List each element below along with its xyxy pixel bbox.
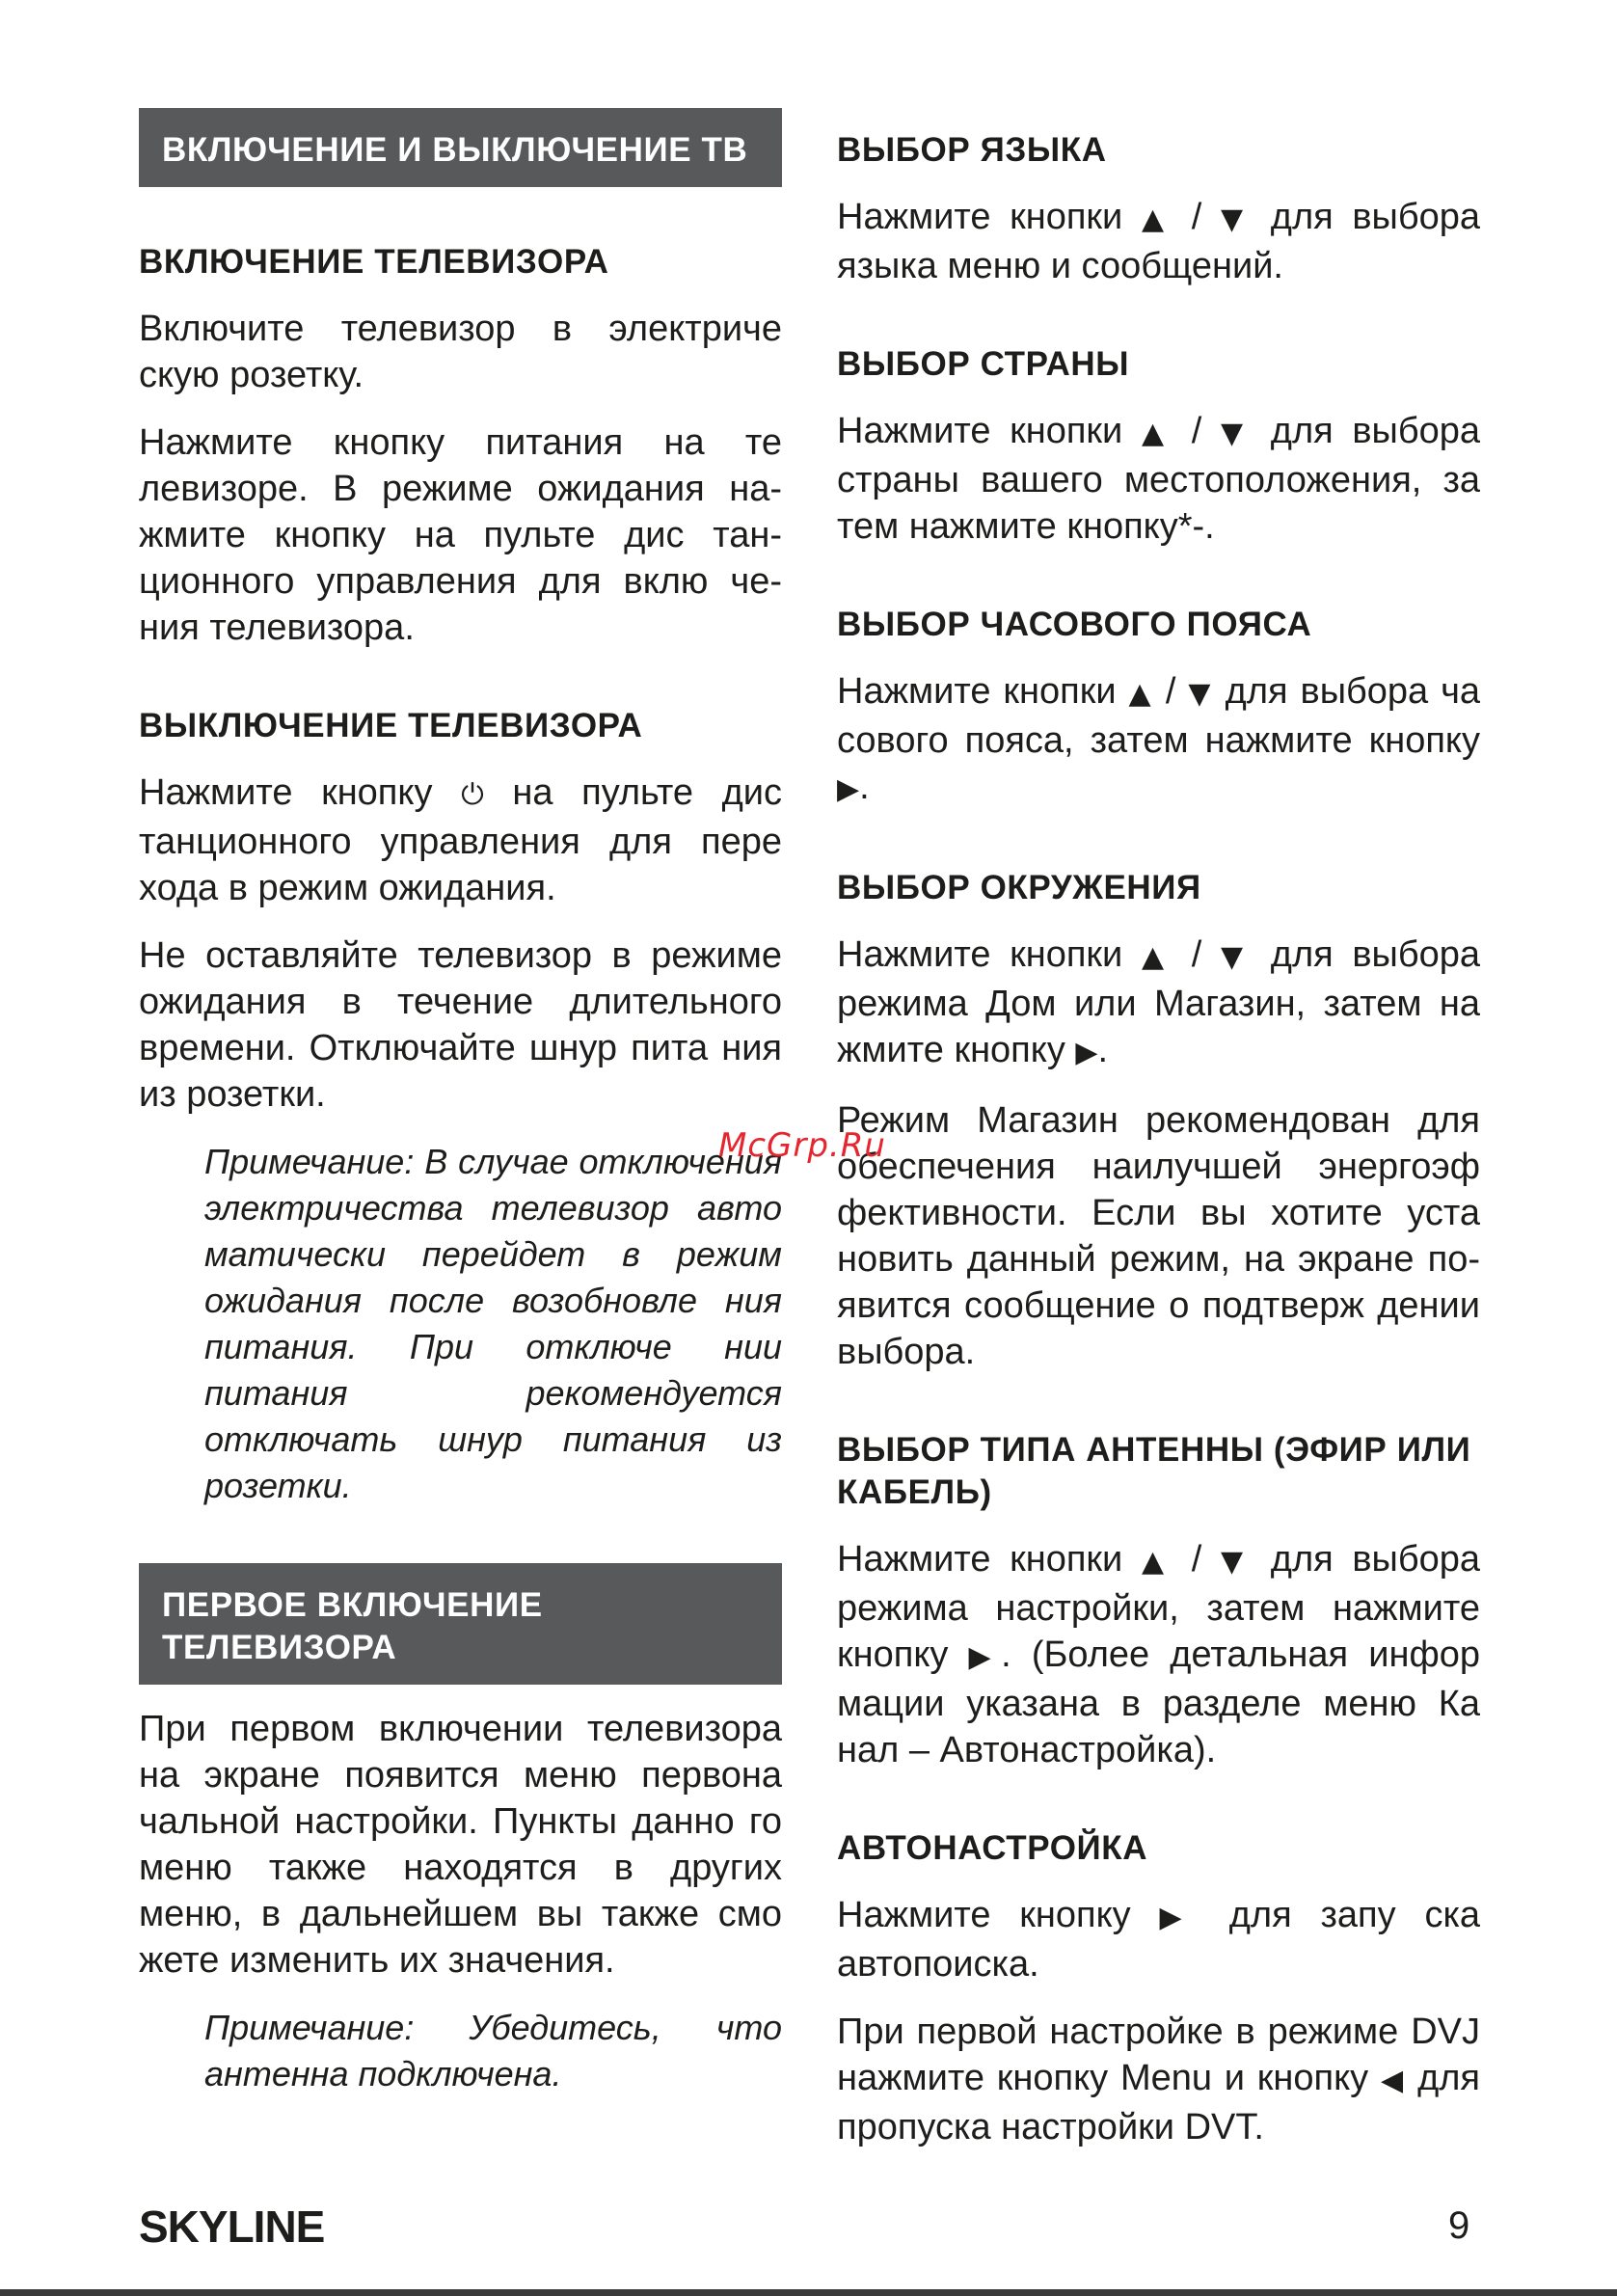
- text-fragment: Нажмите кнопки: [837, 934, 1123, 975]
- text-fragment: для выбора режима настройки, затем нажмите кнопку: [837, 1539, 1481, 1675]
- note-power-outage: Примечание: В случае отключения электричества телевизор авто матически перейдет в режим ожидания после возобновле ния питания. При отключе нии питания рекомендуется отключать шнур питания из розетки.: [204, 1142, 782, 1505]
- arrow-down-icon: ▼: [1220, 417, 1253, 450]
- slash: /: [1191, 1539, 1202, 1580]
- text-fragment: для запу ска автопоиска.: [837, 1895, 1481, 1985]
- paragraph-environment: Нажмите кнопки ▲ / ▼ для выбора режима Дом или Магазин, затем на жмите кнопку ▶.: [837, 934, 1481, 1070]
- heading-autotune: АВТОНАСТРОЙКА: [837, 1829, 1148, 1867]
- right-column: [837, 108, 1480, 2150]
- text-fragment: Нажмите кнопку: [837, 1895, 1131, 1935]
- bottom-divider: [0, 2289, 1617, 2296]
- arrow-right-icon: ▶: [1159, 1901, 1200, 1934]
- paragraph-environment-2: Режим Магазин рекомендован для обеспечения наилучшей энергоэф фективности. Если вы хотите уста новить данный режим, на экране появится сообщение о подтверж дении выбора.: [837, 1100, 1480, 1372]
- text-fragment: Нажмите кнопки: [837, 197, 1123, 237]
- arrow-down-icon: ▼: [1220, 940, 1253, 974]
- arrow-up-icon: ▲: [1141, 1545, 1173, 1579]
- arrow-up-icon: ▲: [1128, 677, 1153, 711]
- text-fragment: Нажмите кнопки: [837, 671, 1117, 712]
- text-fragment: для выбора страны вашего местоположения, за тем нажмите кнопку*-.: [837, 411, 1481, 547]
- text-fragment: При первой настройке в режиме DVJ нажмите кнопку Menu и кнопку: [837, 2012, 1480, 2098]
- arrow-down-icon: ▼: [1188, 677, 1213, 711]
- slash: /: [1191, 934, 1202, 975]
- arrow-down-icon: ▼: [1220, 1545, 1253, 1579]
- paragraph-first-start: При первом включении телевизора на экране появится меню первона чальной настройки. Пункты данно го меню также находятся в других меню, в дальнейшем вы также смо жете изменить их значения.: [139, 1709, 782, 1981]
- section-banner-first-start: ПЕРВОЕ ВКЛЮЧЕНИЕ ТЕЛЕВИЗОРА: [139, 1563, 782, 1685]
- slash: /: [1191, 411, 1202, 451]
- text-fragment: для пропуска настройки DVT.: [837, 2058, 1481, 2147]
- power-icon: ⏻: [461, 778, 484, 812]
- left-column: [139, 108, 782, 2097]
- heading-antenna-type: ВЫБОР ТИПА АНТЕННЫ (ЭФИР ИЛИ КАБЕЛЬ): [837, 1431, 1471, 1511]
- brand-logo: SKYLINE: [139, 2201, 325, 2252]
- text-fragment: для выбора ча сового пояса, затем нажмите кнопку: [837, 671, 1481, 761]
- paragraph-tv-off-1: [139, 770, 782, 911]
- text-fragment: Нажмите кнопку: [139, 772, 433, 813]
- text-fragment: Нажмите кнопки: [837, 1539, 1123, 1580]
- arrow-left-icon: ◀: [1380, 2064, 1406, 2097]
- text-fragment: на пульте дис танционного управления для пере хода в режим ожидания.: [139, 772, 782, 908]
- section-banner-on-off: ВКЛЮЧЕНИЕ И ВЫКЛЮЧЕНИЕ ТВ: [139, 108, 782, 187]
- heading-country: ВЫБОР СТРАНЫ: [837, 345, 1130, 383]
- paragraph-autotune: [837, 1892, 1480, 1987]
- paragraph-tv-on-1: Включите телевизор в электриче скую розетку.: [139, 309, 782, 395]
- paragraph-dvj: [837, 2009, 1480, 2150]
- paragraph-language: [837, 194, 1480, 289]
- arrow-right-icon: ▶: [1075, 1036, 1098, 1069]
- text-fragment: . (Более детальная инфор мации указана в разделе меню Ка нал – Автонастройка).: [837, 1634, 1480, 1770]
- paragraph-tv-on-2: Нажмите кнопку питания на те левизоре. В режиме ожидания нажмите кнопку на пульте дис танционного управления для вклю чения телевизора.: [139, 422, 782, 648]
- text-fragment: Нажмите кнопки: [837, 411, 1123, 451]
- paragraph-tv-off-2: Не оставляйте телевизор в режиме ожидания в течение длительного времени. Отключайте шнур пита ния из розетки.: [139, 935, 782, 1115]
- heading-environment: ВЫБОР ОКРУЖЕНИЯ: [837, 869, 1201, 906]
- arrow-up-icon: ▲: [1141, 203, 1173, 236]
- arrow-up-icon: ▲: [1141, 417, 1173, 450]
- arrow-right-icon: ▶: [968, 1640, 1002, 1674]
- watermark: McGrp.Ru: [718, 1126, 886, 1165]
- slash: /: [1165, 671, 1176, 712]
- text-fragment: для выбора языка меню и сообщений.: [837, 197, 1481, 286]
- text-fragment: для выбора режима Дом или Магазин, затем на жмите кнопку: [837, 934, 1481, 1070]
- note-antenna: Примечание: Убедитесь, что антенна подключена.: [204, 2008, 782, 2093]
- arrow-down-icon: ▼: [1220, 203, 1253, 236]
- heading-tv-off: ВЫКЛЮЧЕНИЕ ТЕЛЕВИЗОРА: [139, 707, 643, 744]
- paragraph-country: [837, 408, 1480, 550]
- arrow-right-icon: ▶: [837, 772, 860, 806]
- heading-language: ВЫБОР ЯЗЫКА: [837, 131, 1107, 169]
- heading-timezone: ВЫБОР ЧАСОВОГО ПОЯСА: [837, 606, 1312, 643]
- arrow-up-icon: ▲: [1141, 940, 1173, 974]
- paragraph-antenna-type: [837, 1536, 1480, 1773]
- heading-tv-on: ВКЛЮЧЕНИЕ ТЕЛЕВИЗОРА: [139, 243, 609, 281]
- slash: /: [1191, 197, 1202, 237]
- page-number: 9: [1448, 2204, 1470, 2247]
- paragraph-timezone: Нажмите кнопки ▲ / ▼ для выбора ча сового пояса, затем нажмите кнопку ▶.: [837, 671, 1481, 807]
